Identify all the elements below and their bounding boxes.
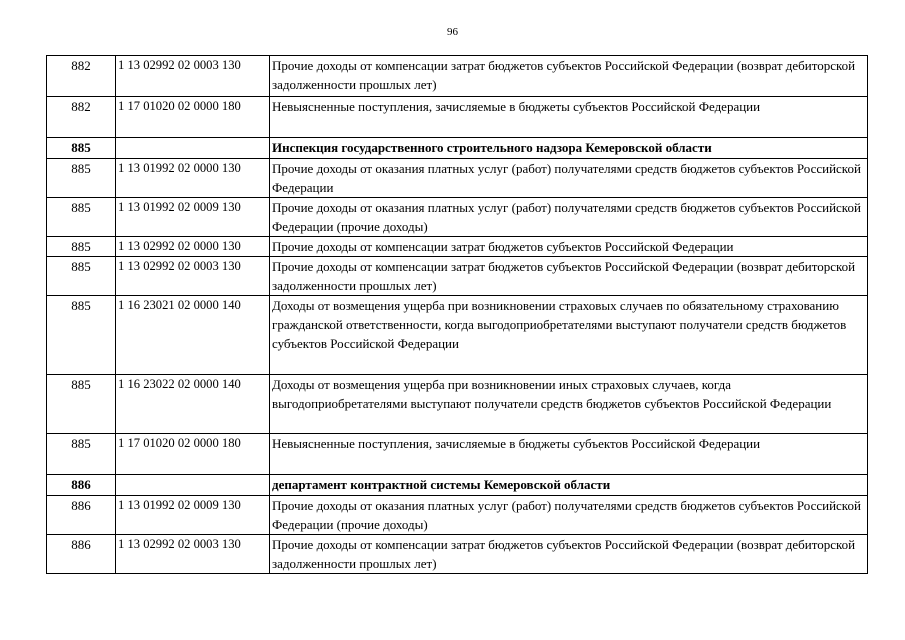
revenue-name-cell: Прочие доходы от компенсации затрат бюджетов субъектов Российской Федерации (возврат дебиторской задолженности прошлых лет)	[270, 535, 868, 574]
page-number: 96	[447, 26, 458, 38]
table-row	[47, 198, 868, 237]
revenue-name-cell: Прочие доходы от оказания платных услуг (работ) получателями средств бюджетов субъектов Российской Федерации (прочие доходы)	[270, 496, 868, 535]
admin-code-cell: 885	[47, 434, 116, 475]
budget-code-cell: 1 13 01992 02 0000 130	[116, 159, 270, 198]
revenue-name-cell: Прочие доходы от оказания платных услуг (работ) получателями средств бюджетов субъектов Российской Федерации	[270, 159, 868, 198]
admin-code-cell: 885	[47, 296, 116, 375]
budget-code-cell: 1 16 23022 02 0000 140	[116, 375, 270, 434]
table-row	[47, 434, 868, 475]
revenue-name-cell: Невыясненные поступления, зачисляемые в бюджеты субъектов Российской Федерации	[270, 434, 868, 475]
table-row	[47, 159, 868, 198]
table-row	[47, 296, 868, 375]
table-row	[47, 97, 868, 138]
budget-code-cell: 1 17 01020 02 0000 180	[116, 434, 270, 475]
budget-code-cell: 1 16 23021 02 0000 140	[116, 296, 270, 375]
table-row	[47, 535, 868, 574]
table-row	[47, 496, 868, 535]
table-row	[47, 237, 868, 257]
budget-code-cell: 1 17 01020 02 0000 180	[116, 97, 270, 138]
budget-code-cell: 1 13 01992 02 0009 130	[116, 198, 270, 237]
budget-code-cell: 1 13 02992 02 0003 130	[116, 257, 270, 296]
admin-code-cell: 885	[47, 198, 116, 237]
revenue-name-cell: Доходы от возмещения ущерба при возникновении иных страховых случаев, когда выгодоприобретателями выступают получатели средств бюджетов субъектов Российской Федерации	[270, 375, 868, 434]
admin-code-cell: 886	[47, 496, 116, 535]
admin-code-cell: 882	[47, 97, 116, 138]
section-title-cell: Инспекция государственного строительного надзора Кемеровской области	[270, 138, 868, 159]
budget-code-cell: 1 13 02992 02 0000 130	[116, 237, 270, 257]
budget-code-cell: 1 13 02992 02 0003 130	[116, 535, 270, 574]
admin-code-cell: 885	[47, 375, 116, 434]
budget-code-cell: 1 13 01992 02 0009 130	[116, 496, 270, 535]
admin-code-cell: 882	[47, 56, 116, 97]
admin-code-cell: 885	[47, 138, 116, 159]
revenue-name-cell: Прочие доходы от оказания платных услуг (работ) получателями средств бюджетов субъектов Российской Федерации (прочие доходы)	[270, 198, 868, 237]
revenue-name-cell: Прочие доходы от компенсации затрат бюджетов субъектов Российской Федерации (возврат дебиторской задолженности прошлых лет)	[270, 257, 868, 296]
revenue-name-cell: Невыясненные поступления, зачисляемые в бюджеты субъектов Российской Федерации	[270, 97, 868, 138]
admin-code-cell: 886	[47, 475, 116, 496]
admin-code-cell: 885	[47, 257, 116, 296]
budget-code-cell: 1 13 02992 02 0003 130	[116, 56, 270, 97]
revenue-classification-table	[46, 55, 868, 574]
budget-code-cell	[116, 475, 270, 496]
table-row	[47, 56, 868, 97]
section-row	[47, 138, 868, 159]
admin-code-cell: 885	[47, 159, 116, 198]
revenue-name-cell: Доходы от возмещения ущерба при возникновении страховых случаев по обязательному страхованию гражданской ответственности, когда выгодоприобретателями выступают получатели средств бюджетов субъектов Российской Федерации	[270, 296, 868, 375]
revenue-name-cell: Прочие доходы от компенсации затрат бюджетов субъектов Российской Федерации (возврат дебиторской задолженности прошлых лет)	[270, 56, 868, 97]
admin-code-cell: 885	[47, 237, 116, 257]
section-title-cell: департамент контрактной системы Кемеровской области	[270, 475, 868, 496]
revenue-name-cell: Прочие доходы от компенсации затрат бюджетов субъектов Российской Федерации	[270, 237, 868, 257]
table-row	[47, 375, 868, 434]
budget-code-cell	[116, 138, 270, 159]
table-row	[47, 257, 868, 296]
admin-code-cell: 886	[47, 535, 116, 574]
section-row	[47, 475, 868, 496]
